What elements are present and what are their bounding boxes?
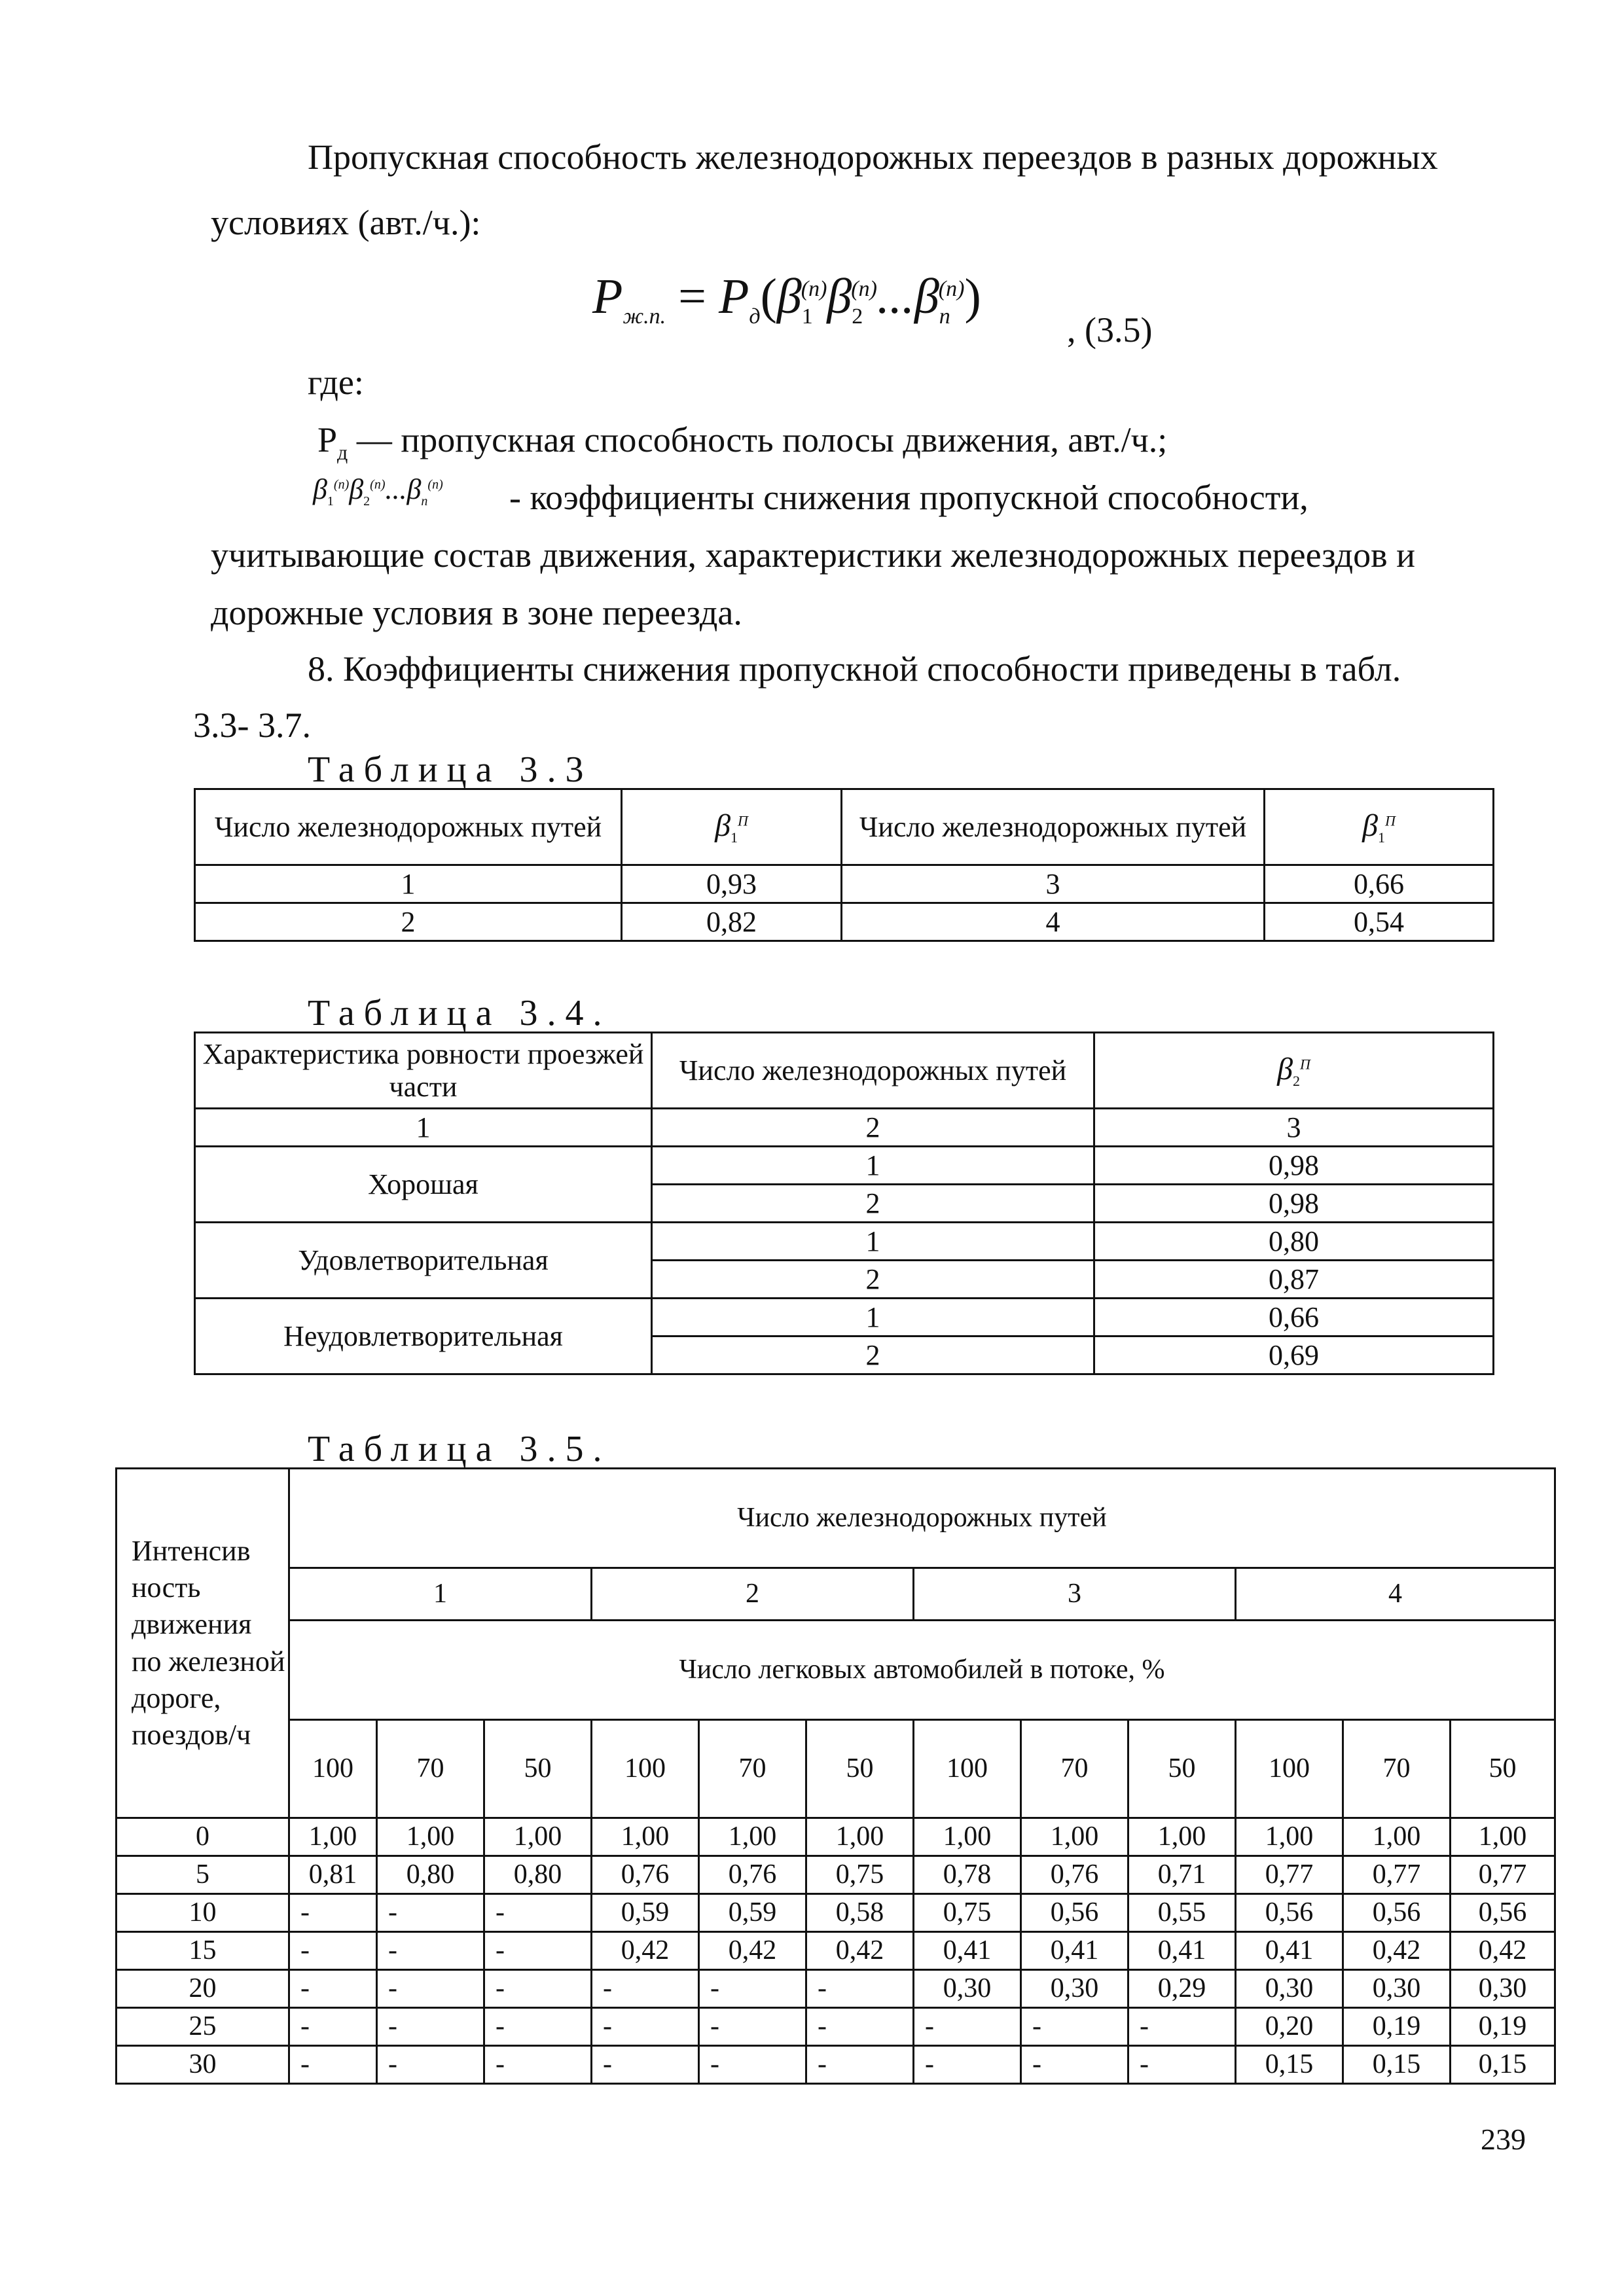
table34-cell: 2 <box>652 1261 1094 1299</box>
intro-line-1: Пропускная способность железнодорожных переездов в разных дорожных <box>308 137 1438 177</box>
table35-cell: 0,30 <box>1021 1970 1128 2008</box>
pd-symbol: Р <box>317 420 338 459</box>
beta-definition-line-3: дорожные условия в зоне переезда. <box>211 593 742 632</box>
formula-dots: ... <box>876 269 914 324</box>
formula-open: ( <box>760 269 777 324</box>
table35-cell: 0,77 <box>1451 1856 1555 1894</box>
table35-cell: - <box>484 2046 592 2084</box>
table-row <box>117 1818 1555 1856</box>
table35-row-label: 25 <box>117 2008 289 2046</box>
table35 <box>115 1467 1556 2085</box>
table35-track: 4 <box>1236 1568 1555 1621</box>
table33-header-row <box>195 789 1494 865</box>
table35-cell: - <box>377 1894 484 1932</box>
table35-percent: 50 <box>1451 1720 1555 1818</box>
table33-h1: Число железнодорожных путей <box>195 789 622 865</box>
formula-b1: β <box>776 269 802 324</box>
table35-header-row-1 <box>117 1469 1555 1568</box>
table35-cell: - <box>1128 2008 1236 2046</box>
page-number: 239 <box>1481 2123 1526 2156</box>
table35-percent: 70 <box>1343 1720 1451 1818</box>
table33-caption: Таблица 3.3 <box>308 749 593 790</box>
table33-cell: 0,54 <box>1265 903 1494 941</box>
table35-cell: - <box>484 2008 592 2046</box>
table35-cell: - <box>1021 2046 1128 2084</box>
table35-track: 2 <box>592 1568 914 1621</box>
table34-number-row <box>195 1109 1494 1147</box>
table35-cell: 0,76 <box>592 1856 699 1894</box>
table35-row-label: 20 <box>117 1970 289 2008</box>
formula-number: , (3.5) <box>1067 310 1153 350</box>
table35-cell: 1,00 <box>484 1818 592 1856</box>
table33-cell: 1 <box>195 865 622 903</box>
table35-cars-header: Число легковых автомобилей в потоке, % <box>289 1621 1555 1720</box>
table35-cell: 0,42 <box>592 1932 699 1970</box>
formula-b1-sup: (n) <box>801 276 827 301</box>
formula-pd: P <box>718 269 749 324</box>
table35-cell: 0,76 <box>699 1856 806 1894</box>
table-row <box>195 865 1494 903</box>
table34-cell: 3 <box>1094 1109 1494 1147</box>
table34-h1: Характеристика ровности проезжей части <box>195 1033 652 1109</box>
table35-cell: 0,30 <box>1451 1970 1555 2008</box>
table35-cell: 0,76 <box>1021 1856 1128 1894</box>
table35-cell: 0,71 <box>1128 1856 1236 1894</box>
table35-cell: 0,30 <box>1236 1970 1343 2008</box>
table35-cell: 1,00 <box>1021 1818 1128 1856</box>
beta-symbols: $\beta_1^{(n)}\beta_2^{(n)}...\beta_n^{(n)}$ <box>313 473 443 509</box>
table35-cell: 1,00 <box>377 1818 484 1856</box>
table35-track: 1 <box>289 1568 592 1621</box>
table35-cell: 0,81 <box>289 1856 377 1894</box>
table35-cell: 1,00 <box>1451 1818 1555 1856</box>
table34-header-row <box>195 1033 1494 1109</box>
table35-cell: 1,00 <box>1236 1818 1343 1856</box>
table35-cell: 0,77 <box>1236 1856 1343 1894</box>
table35-percent: 100 <box>592 1720 699 1818</box>
formula-3-5 <box>592 268 981 329</box>
formula-b1-sub: 1 <box>801 304 813 329</box>
table35-cell: - <box>699 2008 806 2046</box>
item8-line-1: 8. Коэффициенты снижения пропускной способности приведены в табл. <box>308 649 1401 689</box>
table34-cell: 2 <box>652 1109 1094 1147</box>
table35-cell: 0,42 <box>806 1932 914 1970</box>
table35-cell: - <box>377 1970 484 2008</box>
table33 <box>194 788 1494 942</box>
table35-cell: - <box>289 2008 377 2046</box>
table35-cell: 0,75 <box>806 1856 914 1894</box>
table34-cell: 0,98 <box>1094 1185 1494 1223</box>
table35-cars-row <box>117 1621 1555 1720</box>
table35-caption: Таблица 3.5. <box>308 1429 611 1469</box>
table35-cell: 0,15 <box>1236 2046 1343 2084</box>
table35-cell: - <box>592 1970 699 2008</box>
table35-cell: - <box>1021 2008 1128 2046</box>
table35-percent: 100 <box>914 1720 1021 1818</box>
table35-row-label: 10 <box>117 1894 289 1932</box>
table-row <box>117 1894 1555 1932</box>
table35-cell: 0,56 <box>1343 1894 1451 1932</box>
table34-cell: 2 <box>652 1185 1094 1223</box>
table-row <box>195 1147 1494 1185</box>
table35-cell: 1,00 <box>914 1818 1021 1856</box>
item8-line-2: 3.3- 3.7. <box>193 706 311 745</box>
table33-cell: 4 <box>842 903 1265 941</box>
table35-cell: 0,41 <box>1021 1932 1128 1970</box>
table33-h2: $\beta_1^П$ <box>622 789 842 865</box>
table35-cell: 0,80 <box>377 1856 484 1894</box>
table35-cell: 0,41 <box>914 1932 1021 1970</box>
table-row <box>195 1223 1494 1261</box>
table35-cell: 1,00 <box>699 1818 806 1856</box>
table35-cell: 0,58 <box>806 1894 914 1932</box>
table35-cell: 0,77 <box>1343 1856 1451 1894</box>
table35-cell: - <box>377 2008 484 2046</box>
table35-cell: 0,30 <box>914 1970 1021 2008</box>
table35-cell: - <box>592 2046 699 2084</box>
table35-row-label: 5 <box>117 1856 289 1894</box>
table34 <box>194 1031 1494 1375</box>
formula-close: ) <box>964 269 981 324</box>
beta-definition-text: - коэффициенты снижения пропускной способности, <box>509 478 1308 517</box>
table35-cell: 0,75 <box>914 1894 1021 1932</box>
table35-cell: - <box>289 1970 377 2008</box>
pd-text: — пропускная способность полосы движения, авт./ч.; <box>356 420 1168 459</box>
table-row <box>117 1970 1555 2008</box>
table35-percent: 50 <box>806 1720 914 1818</box>
table35-cell: 1,00 <box>289 1818 377 1856</box>
table35-cell: 0,78 <box>914 1856 1021 1894</box>
table-row <box>195 1299 1494 1336</box>
formula-lhs-sub: ж.п. <box>623 304 666 329</box>
table34-cell: 1 <box>652 1147 1094 1185</box>
table35-percent: 70 <box>377 1720 484 1818</box>
table35-cell: 0,59 <box>699 1894 806 1932</box>
table35-cell: 0,56 <box>1451 1894 1555 1932</box>
table35-percent: 100 <box>289 1720 377 1818</box>
intro-line-2: условиях (авт./ч.): <box>211 203 481 242</box>
table35-cell: 0,15 <box>1451 2046 1555 2084</box>
table34-cell: 0,66 <box>1094 1299 1494 1336</box>
table-row <box>117 1932 1555 1970</box>
table35-cell: - <box>914 2008 1021 2046</box>
table35-row-label: 15 <box>117 1932 289 1970</box>
pd-definition <box>317 419 1167 465</box>
table33-cell: 3 <box>842 865 1265 903</box>
table35-percent: 100 <box>1236 1720 1343 1818</box>
table35-cell: - <box>289 1932 377 1970</box>
table35-cell: - <box>699 1970 806 2008</box>
table35-cell: - <box>1128 2046 1236 2084</box>
table35-cell: 1,00 <box>592 1818 699 1856</box>
table-row <box>117 2008 1555 2046</box>
table34-group-label: Неудовлетворительная <box>195 1299 652 1374</box>
table34-h3: $\beta_2^П$ <box>1094 1033 1494 1109</box>
where-label: где: <box>308 363 364 402</box>
table35-cell: 1,00 <box>1343 1818 1451 1856</box>
table34-caption: Таблица 3.4. <box>308 993 611 1033</box>
table35-cell: - <box>806 2008 914 2046</box>
formula-bn: β <box>914 269 939 324</box>
formula-pd-sub: д <box>749 304 761 329</box>
formula-b2-sup: (n) <box>851 276 877 301</box>
table34-cell: 0,98 <box>1094 1147 1494 1185</box>
table34-cell: 1 <box>652 1223 1094 1261</box>
table35-percent-row <box>117 1720 1555 1818</box>
table35-cell: - <box>699 2046 806 2084</box>
table35-cell: - <box>914 2046 1021 2084</box>
table35-cell: 0,41 <box>1128 1932 1236 1970</box>
table34-group-label: Удовлетворительная <box>195 1223 652 1299</box>
table35-row-label: 30 <box>117 2046 289 2084</box>
table34-cell: 1 <box>652 1299 1094 1336</box>
table-row <box>195 903 1494 941</box>
pd-symbol-sub: д <box>337 440 348 464</box>
table35-cell: 0,19 <box>1343 2008 1451 2046</box>
table35-cell: 1,00 <box>1128 1818 1236 1856</box>
table-row <box>117 1856 1555 1894</box>
table34-h2: Число железнодорожных путей <box>652 1033 1094 1109</box>
table35-cell: 0,80 <box>484 1856 592 1894</box>
formula-b2-sub: 2 <box>852 304 863 329</box>
table35-cell: 0,29 <box>1128 1970 1236 2008</box>
formula-lhs: P <box>592 269 623 324</box>
formula-bn-sup: (n) <box>938 276 965 301</box>
table33-h4: $\beta_1^П$ <box>1265 789 1494 865</box>
formula-b2: β <box>827 269 852 324</box>
table35-cell: 1,00 <box>806 1818 914 1856</box>
table35-cell: 0,55 <box>1128 1894 1236 1932</box>
table35-cell: - <box>289 1894 377 1932</box>
table35-cell: - <box>484 1894 592 1932</box>
table35-body <box>117 1818 1555 2084</box>
table35-cell: - <box>806 2046 914 2084</box>
table34-cell: 0,69 <box>1094 1336 1494 1374</box>
table35-cell: - <box>377 2046 484 2084</box>
table35-percent: 70 <box>699 1720 806 1818</box>
table33-h3: Число железнодорожных путей <box>842 789 1265 865</box>
table35-row-header: Интенсив ность движения по железной дороге, поездов/ч <box>117 1469 289 1818</box>
table35-cell: - <box>484 1932 592 1970</box>
table34-cell: 1 <box>195 1109 652 1147</box>
table35-cell: 0,42 <box>1343 1932 1451 1970</box>
table35-cell: - <box>289 2046 377 2084</box>
table35-cell: 0,42 <box>1451 1932 1555 1970</box>
table35-cell: 0,15 <box>1343 2046 1451 2084</box>
table35-cell: 0,42 <box>699 1932 806 1970</box>
table35-cell: - <box>592 2008 699 2046</box>
beta-definition-line-2: учитывающие состав движения, характеристики железнодорожных переездов и <box>211 535 1415 575</box>
table35-cell: 0,41 <box>1236 1932 1343 1970</box>
table35-percent: 50 <box>484 1720 592 1818</box>
table35-track: 3 <box>914 1568 1236 1621</box>
table35-cell: 0,20 <box>1236 2008 1343 2046</box>
table33-cell: 0,93 <box>622 865 842 903</box>
table34-cell: 2 <box>652 1336 1094 1374</box>
table34-cell: 0,87 <box>1094 1261 1494 1299</box>
table35-percent: 50 <box>1128 1720 1236 1818</box>
formula-eq: = <box>678 269 706 324</box>
table35-cell: 0,19 <box>1451 2008 1555 2046</box>
table33-cell: 2 <box>195 903 622 941</box>
table33-cell: 0,66 <box>1265 865 1494 903</box>
table35-cell: 0,59 <box>592 1894 699 1932</box>
table35-cell: 0,56 <box>1021 1894 1128 1932</box>
table35-cell: 0,30 <box>1343 1970 1451 2008</box>
table35-tracks-header: Число железнодорожных путей <box>289 1469 1555 1568</box>
table33-cell: 0,82 <box>622 903 842 941</box>
table35-cell: - <box>377 1932 484 1970</box>
table35-tracks-row <box>117 1568 1555 1621</box>
table-row <box>117 2046 1555 2084</box>
table35-cell: 0,56 <box>1236 1894 1343 1932</box>
table34-group-label: Хорошая <box>195 1147 652 1223</box>
table35-cell: - <box>806 1970 914 2008</box>
table35-cell: - <box>484 1970 592 2008</box>
table35-row-label: 0 <box>117 1818 289 1856</box>
table34-cell: 0,80 <box>1094 1223 1494 1261</box>
formula-bn-sub: n <box>939 304 950 329</box>
table35-percent: 70 <box>1021 1720 1128 1818</box>
